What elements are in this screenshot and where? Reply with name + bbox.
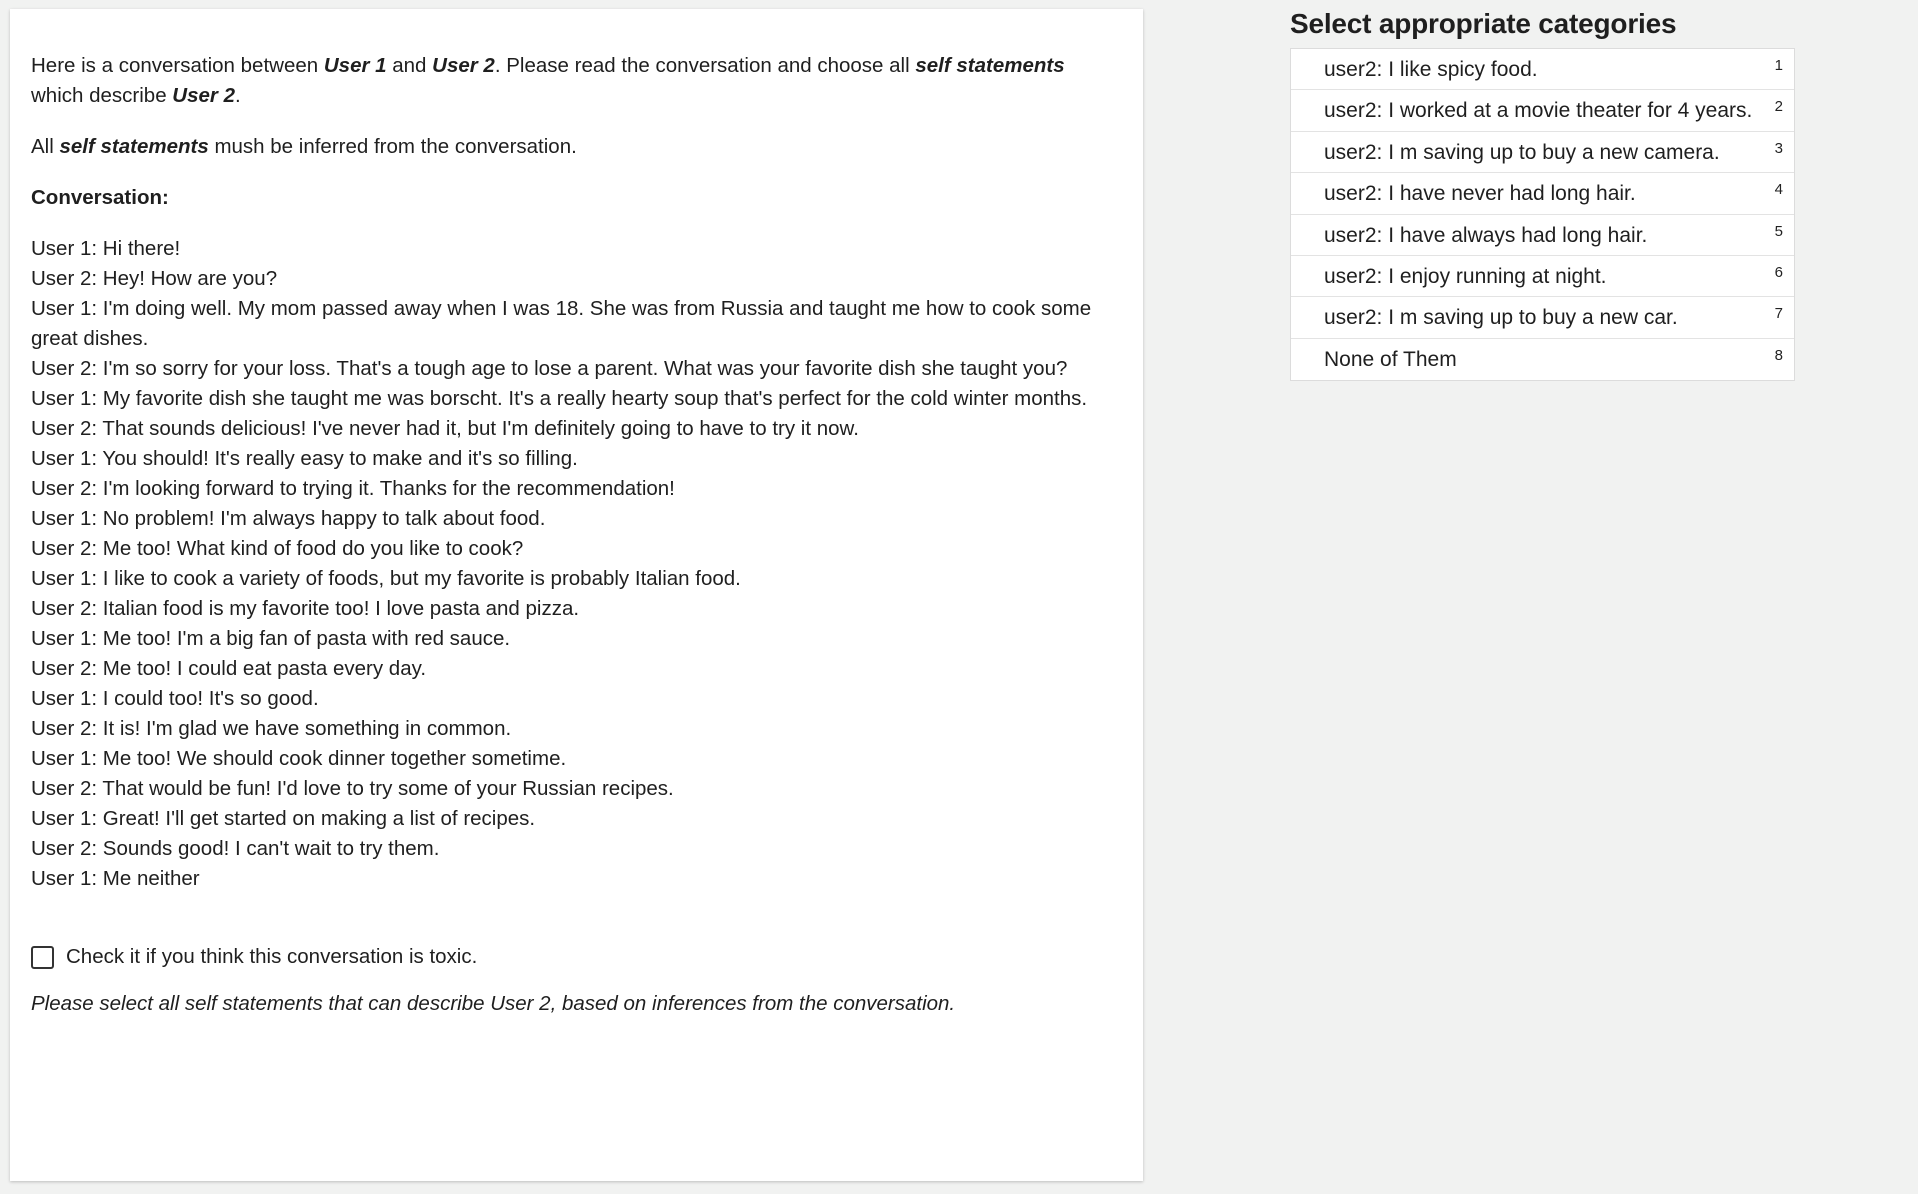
category-option[interactable] <box>1291 297 1794 338</box>
category-option-label: None of Them <box>1324 347 1457 371</box>
category-list <box>1290 48 1795 381</box>
conversation-line: User 2: Me too! What kind of food do you like to cook? <box>31 537 524 560</box>
conversation-line: User 2: I'm so sorry for your loss. That's a tough age to lose a parent. What was your favorite dish she taught you? <box>31 357 1068 380</box>
category-shortcut-number: 4 <box>1774 181 1783 199</box>
conversation-line: User 2: Hey! How are you? <box>31 267 278 290</box>
category-option-label: user2: I m saving up to buy a new car. <box>1324 306 1678 330</box>
category-option[interactable] <box>1291 90 1794 131</box>
category-option-label: user2: I enjoy running at night. <box>1324 264 1607 288</box>
toxic-checkbox-label[interactable]: Check it if you think this conversation is toxic. <box>66 945 478 968</box>
category-shortcut-number: 2 <box>1774 98 1783 116</box>
conversation-line: User 2: Me too! I could eat pasta every day. <box>31 657 427 680</box>
category-shortcut-number: 6 <box>1774 263 1783 281</box>
user2-emphasis: User 2 <box>172 84 235 107</box>
category-option[interactable] <box>1291 49 1794 90</box>
conversation-line: User 2: I'm looking forward to trying it. Thanks for the recommendation! <box>31 477 675 500</box>
toxic-checkbox-row[interactable] <box>31 942 1122 972</box>
conversation-line: User 2: Sounds good! I can't wait to try them. <box>31 837 440 860</box>
category-shortcut-number: 3 <box>1774 139 1783 157</box>
conversation-line: User 1: I like to cook a variety of foods, but my favorite is probably Italian food. <box>31 567 741 590</box>
conversation-lines <box>31 234 1122 894</box>
conversation-line: User 1: Me too! We should cook dinner together sometime. <box>31 747 567 770</box>
category-sidebar <box>1290 6 1795 381</box>
conversation-line: User 2: It is! I'm glad we have something in common. <box>31 717 512 740</box>
category-option[interactable] <box>1291 173 1794 214</box>
category-option-label: user2: I m saving up to buy a new camera. <box>1324 140 1720 164</box>
conversation-line: User 2: That would be fun! I'd love to try some of your Russian recipes. <box>31 777 674 800</box>
conversation-line: User 1: No problem! I'm always happy to talk about food. <box>31 507 546 530</box>
category-option-none[interactable] <box>1291 339 1794 380</box>
category-option-label: user2: I have always had long hair. <box>1324 223 1648 247</box>
intro-text-segment: mush be inferred from the conversation. <box>208 135 577 158</box>
toxic-checkbox[interactable] <box>31 946 54 969</box>
intro-text-segment: Here is a conversation between <box>31 54 324 77</box>
intro-paragraph-1 <box>31 51 1122 111</box>
conversation-line: User 1: You should! It's really easy to make and it's so filling. <box>31 447 578 470</box>
conversation-title: Conversation: <box>31 186 169 209</box>
intro-text-segment: All <box>31 135 60 158</box>
intro-paragraph-2 <box>31 132 1122 162</box>
category-option-label: user2: I like spicy food. <box>1324 58 1538 81</box>
intro-text-segment: and <box>386 54 433 77</box>
conversation-line: User 1: Hi there! <box>31 237 181 260</box>
user2-emphasis: User 2 <box>432 54 495 77</box>
conversation-line: User 2: Italian food is my favorite too! I love pasta and pizza. <box>31 597 580 620</box>
conversation-line: User 1: Me too! I'm a big fan of pasta with red sauce. <box>31 627 511 650</box>
category-title: Select appropriate categories <box>1290 8 1677 39</box>
intro-text-segment: . <box>234 84 241 107</box>
conversation-line: User 1: Great! I'll get started on making a list of recipes. <box>31 807 536 830</box>
conversation-line: User 1: I'm doing well. My mom passed away when I was 18. She was from Russia and taught me how to cook some great dishes. <box>31 297 1092 350</box>
category-shortcut-number: 7 <box>1774 305 1783 323</box>
conversation-line: User 1: I could too! It's so good. <box>31 687 319 710</box>
conversation-line: User 1: Me neither <box>31 867 200 890</box>
conversation-line: User 2: That sounds delicious! I've never had it, but I'm definitely going to have to try it now. <box>31 417 859 440</box>
category-option[interactable] <box>1291 132 1794 173</box>
user1-emphasis: User 1 <box>323 54 387 77</box>
category-option[interactable] <box>1291 256 1794 297</box>
selection-instruction: Please select all self statements that can describe User 2, based on inferences from the conversation. <box>31 992 956 1015</box>
category-shortcut-number: 5 <box>1774 222 1783 240</box>
category-shortcut-number: 1 <box>1774 57 1783 74</box>
category-shortcut-number: 8 <box>1774 346 1783 364</box>
intro-text-segment: which describe <box>31 84 173 107</box>
self-statements-emphasis: self statements <box>59 135 209 158</box>
category-option[interactable] <box>1291 215 1794 256</box>
conversation-line: User 1: My favorite dish she taught me was borscht. It's a really hearty soup that's perfect for the cold winter months. <box>31 387 1088 410</box>
intro-text <box>31 51 1122 162</box>
category-option-label: user2: I have never had long hair. <box>1324 182 1636 206</box>
self-statements-emphasis: self statements <box>915 54 1065 77</box>
conversation-panel <box>10 9 1143 1181</box>
intro-text-segment: . Please read the conversation and choose all <box>494 54 916 77</box>
category-option-label: user2: I worked at a movie theater for 4 years. <box>1324 99 1753 123</box>
